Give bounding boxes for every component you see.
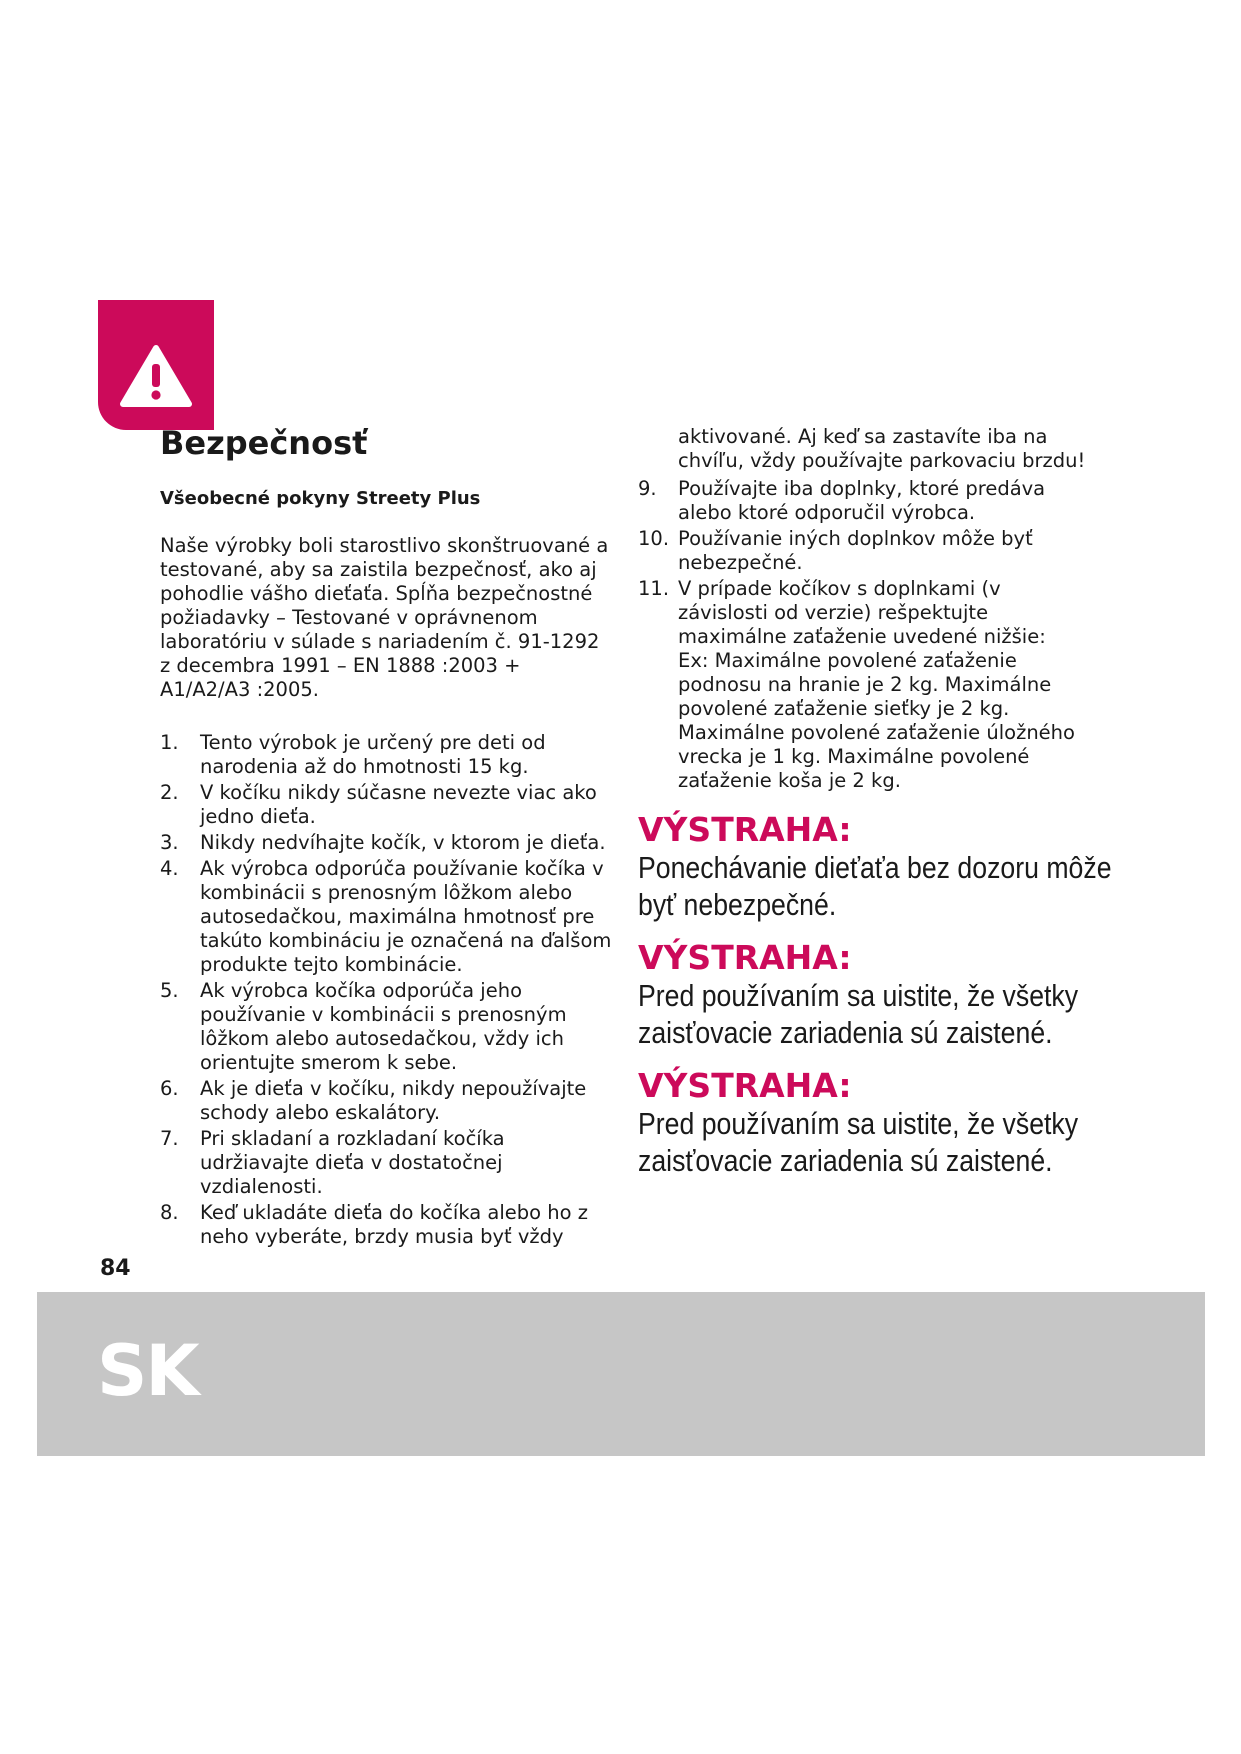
warning-text: Ponechávanie dieťaťa bez dozoru môže byť nebezpečné. (638, 850, 1112, 922)
list-item: 3. Nikdy nedvíhajte kočík, v ktorom je dieťa. (160, 831, 606, 854)
section-subtitle: Všeobecné pokyny Streety Plus (160, 488, 481, 509)
list-item: 2. V kočíku nikdy súčasne nevezte viac ako jedno dieťa. (160, 781, 597, 828)
intro-paragraph: Naše výrobky boli starostlivo skonštruované a testované, aby sa zaistila bezpečnosť, ako aj pohodlie vášho dieťaťa. Spĺňa bezpečnostné požiadavky – Testované v oprávnenom laboratóriu v súlade s nariadením č. 91-1292 z decembra 1991 – EN 1888 :2003 + A1/A2/A3 :2005. (160, 534, 609, 701)
list-item: 7. Pri skladaní a rozkladaní kočíka udržiavajte dieťa v dostatočnej vzdialenosti. (160, 1127, 505, 1198)
warning-heading: VÝSTRAHA: (638, 810, 852, 849)
warning-notice (638, 1067, 1118, 1179)
list-item: 9. Používajte iba doplnky, ktoré predáva alebo ktoré odporučil výrobca. (638, 477, 1046, 524)
list-item-continuation: aktivované. Aj keď sa zastavíte iba na chvíľu, vždy používajte parkovaciu brzdu! (678, 425, 1086, 472)
warning-text: Pred používaním sa uistite, že všetky zaisťovacie zariadenia sú zaistené. (638, 1106, 1079, 1178)
warning-text: Pred používaním sa uistite, že všetky zaisťovacie zariadenia sú zaistené. (638, 978, 1079, 1050)
list-item: 8. Keď ukladáte dieťa do kočíka alebo ho z neho vyberáte, brzdy musia byť vždy (160, 1201, 589, 1248)
warning-tab (98, 300, 214, 430)
page-number: 84 (100, 1256, 131, 1281)
list-item: 5. Ak výrobca kočíka odporúča jeho používanie v kombinácii s prenosným lôžkom alebo autosedačkou, vždy ich orientujte smerom k sebe. (160, 979, 567, 1074)
warnings-block (638, 811, 1118, 1195)
language-bar (37, 1292, 1205, 1456)
list-item: 11. V prípade kočíkov s doplnkami (v závislosti od verzie) rešpektujte maximálne zaťaženie uvedené nižšie: Ex: Maximálne povolené zaťaženie podnosu na hranie je 2 kg. Maximálne povolené zaťaženie sieťky je 2 kg. Maximálne povolené zaťaženie úložného vrecka je 1 kg. Maximálne povolené zaťaženie koša je 2 kg. (638, 577, 1075, 792)
warning-heading: VÝSTRAHA: (638, 938, 852, 977)
safety-list-right (638, 477, 1078, 795)
warning-heading: VÝSTRAHA: (638, 1066, 852, 1105)
page-title: Bezpečnosť (160, 424, 368, 462)
warning-triangle-icon (119, 344, 193, 408)
list-item: 1. Tento výrobok je určený pre deti od narodenia až do hmotnosti 15 kg. (160, 731, 546, 778)
warning-notice (638, 811, 1118, 923)
list-item: 6. Ak je dieťa v kočíku, nikdy nepoužívajte schody alebo eskalátory. (160, 1077, 587, 1124)
warning-notice (638, 939, 1118, 1051)
language-code: SK (97, 1330, 198, 1412)
safety-list-left (160, 731, 612, 1251)
list-item: 10. Používanie iných doplnkov môže byť nebezpečné. (638, 527, 1033, 574)
list-item: 4. Ak výrobca odporúča používanie kočíka v kombinácii s prenosným lôžkom alebo autosedačkou, maximálna hmotnosť pre takúto kombináciu je označená na ďalšom produkte tejto kombinácie. (160, 857, 612, 976)
